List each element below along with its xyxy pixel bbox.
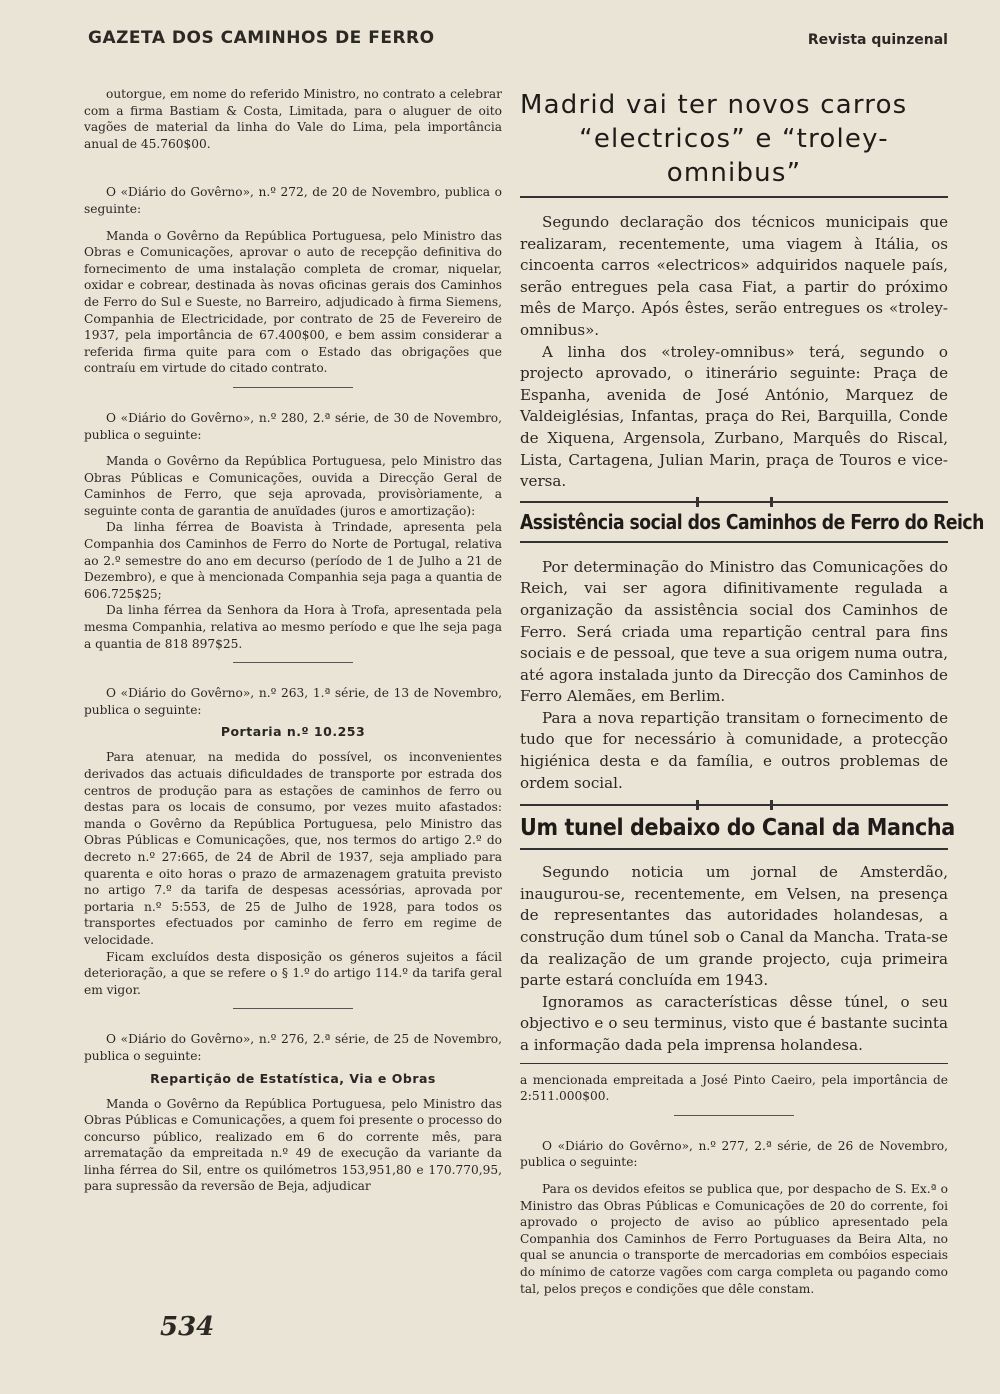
portaria-heading: Portaria n.º 10.253 bbox=[220, 724, 366, 740]
paragraph: Ficam excluídos desta disposição os géneros sujeitos a fácil deterioração, a que se refere o § 1.º do artigo 114.º da tarifa geral em vigor. bbox=[84, 949, 502, 997]
ornamental-rule bbox=[520, 501, 948, 503]
right-column bbox=[520, 86, 984, 1297]
paragraph: Manda o Govêrno da República Portuguesa, pelo Ministro das Obras e Comunicações, aprovar o auto de recepção definitiva do fornecimento de uma instalação completa de cromar, niquelar, oxidar e cobrear, destinada às novas oficinas gerais dos Caminhos de Ferro do Sul e Sueste, no Barreiro, adjudicado à firma Siemens, Companhia de Electricidade, por contrato de 25 de Fevereiro de 1937, pela importância de 67.400$00, e bem assim considerar a referida firma quite para com o Estado das obrigações que contraíu em virtude do citado contrato. bbox=[84, 228, 502, 376]
paragraph-intro: O «Diário do Govêrno», n.º 280, 2.ª série, de 30 de Novembro, publica o seguinte: bbox=[84, 410, 502, 442]
paragraph: Manda o Govêrno da República Portuguesa, pelo Ministro das Obras Públicas e Comunicações, ouvida a Direcção Geral de Caminhos de Ferro, que seja aprovada, provisòriamente, a seguinte conta de garantia de anuïdades (juros e amortização): bbox=[84, 454, 502, 518]
paragraph: Da linha férrea de Boavista à Trindade, apresenta pela Companhia dos Caminhos de Ferro do Norte de Portugal, relativa ao 2.º semestre do ano em decurso (período de 1 de Julho a 21 de Dezembro), e que à mencionada Companhia seja paga a quantia de 606.725$25; bbox=[84, 520, 502, 601]
article-title: “electricos” e “troley-omnibus” bbox=[579, 124, 889, 188]
article-title: Um tunel debaixo do Canal da Mancha bbox=[520, 815, 955, 842]
article-title: Assistência social dos Caminhos de Ferro do Reich bbox=[520, 509, 984, 534]
left-column bbox=[84, 86, 502, 1195]
publication-title: GAZETA DOS CAMINHOS DE FERRO bbox=[88, 28, 435, 48]
paragraph-intro: O «Diário do Govêrno», n.º 277, 2.ª série, de 26 de Novembro, publica o seguinte: bbox=[520, 1138, 948, 1170]
paragraph: outorgue, em nome do referido Ministro, no contrato a celebrar com a firma Bastiam & Costa, Limitada, para o aluguer de oito vagões de material da linha do Vale do Lima, pela importância anual de 45.760$00. bbox=[84, 87, 502, 151]
publication-subtitle: Revista quinzenal bbox=[807, 32, 948, 48]
page-number: 534 bbox=[160, 1312, 215, 1342]
paragraph: Para a nova repartição transitam o fornecimento de tudo que for necessário à comunidade, a protecção higiénica desta e da família, e outros problemas de ordem social. bbox=[520, 708, 948, 792]
paragraph: Segundo declaração dos técnicos municipais que realizaram, recentemente, uma viagem à Itália, os cincoenta carros «electricos» adquiridos naquele país, serão entregues pela casa Fiat, a partir do próximo mês de Março. Após êstes, serão entregues os «troley-omnibus». bbox=[520, 213, 948, 339]
paragraph: A linha dos «troley-omnibus» terá, segundo o projecto aprovado, o itinerário seguinte: Praça de Espanha, avenida de José António, Marquez de Valdeiglésias, Infantas, praça do Rei, Barquilla, Conde de Xiquena, Argensola, Zurbano, Marquês do Riscal, Lista, Cartagena, Julian Marin, praça de Touros e vice-versa. bbox=[520, 342, 948, 491]
paragraph: Para os devidos efeitos se publica que, por despacho de S. Ex.ª o Ministro das Obras Públicas e Comunicações de 20 do corrente, foi aprovado o projecto de aviso ao público apresentado pela Companhia dos Caminhos de Ferro Portuguases da Beira Alta, no qual se anuncia o transporte de mercadorias em combóios especiais do mínimo de catorze vagões com carga completa ou pagando como tal, pelos preços e condições que dêle constam. bbox=[520, 1181, 948, 1296]
paragraph-intro: O «Diário do Govêrno», n.º 263, 1.ª série, de 13 de Novembro, publica o seguinte: bbox=[84, 686, 502, 717]
paragraph: Manda o Govêrno da República Portuguesa, pelo Ministro das Obras Públicas e Comunicações, a quem foi presente o processo do concurso público, realizado em 6 do corrente mês, para arrematação da empreitada n.º 49 de execução da variante da linha férrea do Sil, entre os quilómetros 153,951,80 e 170.770,95, para supressão da reversão de Beja, adjudicar bbox=[84, 1096, 502, 1194]
repartition-heading: Repartição de Estatística, Via e Obras bbox=[150, 1070, 436, 1086]
paragraph-intro: O «Diário do Govêrno», n.º 276, 2.ª série, de 25 de Novembro, publica o seguinte: bbox=[84, 1032, 502, 1063]
paragraph: Da linha férrea da Senhora da Hora à Trofa, apresentada pela mesma Companhia, relativa ao mesmo período e que lhe seja paga a quantia de 818 897$25. bbox=[84, 603, 502, 651]
paragraph: Ignoramos as características dêsse túnel, o seu objectivo e o seu terminus, visto que é bastante sucinta a informação dada pela imprensa holandesa. bbox=[520, 992, 948, 1054]
paragraph-intro: O «Diário do Govêrno», n.º 272, de 20 de Novembro, publica o seguinte: bbox=[84, 185, 502, 216]
article-title: Madrid vai ter novos carros bbox=[520, 90, 908, 120]
paragraph: Por determinação do Ministro das Comunicações do Reich, vai ser agora difinitivamente regulada a organização da assistência social dos Caminhos de Ferro. Será criada uma repartição central para fins sociais e de pessoal, que teve a sua origem numa outra, até agora instalada junto da Direcção dos Caminhos de Ferro Alemães, em Berlim. bbox=[520, 557, 948, 706]
paragraph: Segundo noticia um jornal de Amsterdão, inaugurou-se, recentemente, em Velsen, na presença de representantes das autoridades holandesas, a construção dum túnel sob o Canal da Mancha. Trata-se da realização de um grande projecto, cuja primeira parte estará concluída em 1943. bbox=[520, 863, 948, 990]
ornamental-rule bbox=[520, 804, 948, 806]
article-madrid bbox=[520, 86, 948, 190]
paragraph: Para atenuar, na medida do possível, os inconvenientes derivados das actuais dificuldades de transporte por estrada dos centros de produção para as estações de caminhos de ferro ou destas para os locais de consumo, por vezes muito afastados: manda o Govêrno da República Portuguesa, pelo Ministro das Obras Públicas e Comunicações, que, nos termos do artigo 2.º do decreto n.º 27:665, de 24 de Abril de 1937, seja ampliado para quarenta e oito horas o prazo de armazenagem gratuita previsto no artigo 7.º da tarifa de despesas acessórias, aprovada por portaria n.º 5:553, de 25 de Julho de 1928, para todos os transportes efectuados por caminho de ferro em regime de velocidade. bbox=[84, 750, 502, 947]
paragraph: a mencionada empreitada a José Pinto Caeiro, pela importância de 2:511.000$00. bbox=[520, 1072, 948, 1104]
